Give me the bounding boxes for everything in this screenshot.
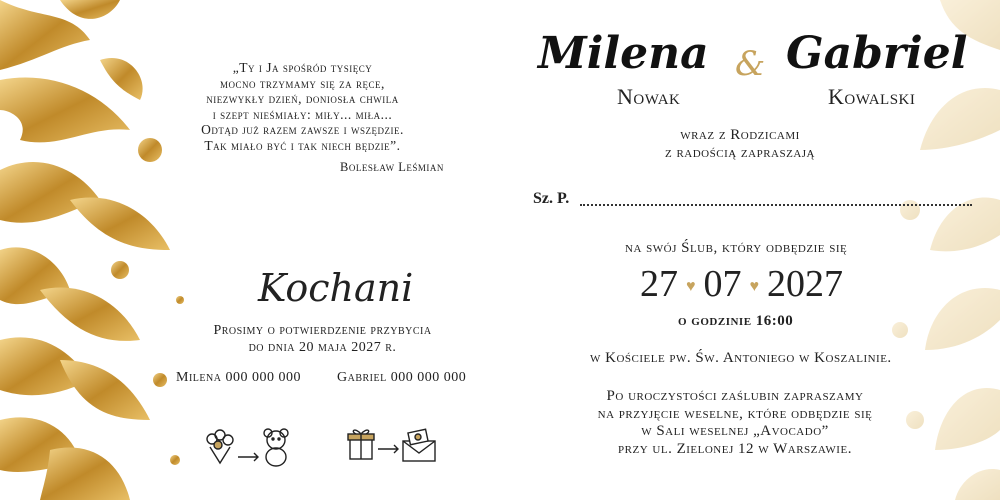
wedding-time: o godzinie 16:00 — [678, 313, 794, 329]
heart-icon: ♥ — [686, 278, 696, 296]
reception-line: przy ul. Zielonej 12 w Warszawie. — [618, 440, 852, 457]
poem-line: mocno trzymamy się za ręce, — [220, 75, 385, 91]
groom-first-name: Gabriel — [786, 28, 968, 79]
poem-line: i szept nieśmiały: miły... miła... — [212, 106, 393, 122]
rsvp-line: do dnia 20 maja 2027 r. — [248, 340, 397, 355]
reception-info — [585, 388, 885, 458]
poem — [170, 60, 435, 153]
with-parents-text — [640, 126, 840, 162]
with-parents-line: z radością zapraszają — [664, 145, 816, 161]
rsvp-line: Prosimy o potwierdzenie przybycia — [213, 323, 432, 338]
wedding-intro: na swój Ślub, który odbędzie się — [625, 240, 848, 256]
reception-line: Po uroczystości zaślubin zapraszamy — [606, 388, 864, 404]
money-envelope-icon — [403, 429, 435, 461]
date-day: 27 — [640, 263, 678, 305]
wedding-date — [640, 262, 843, 306]
poem-line: Odtąd już razem zawsze i wszędzie. — [201, 122, 404, 137]
ampersand: & — [735, 44, 766, 84]
poem-line: Tak miało być i tak niech będzie”. — [204, 137, 401, 153]
bride-last-name: Nowak — [617, 84, 681, 109]
teddy-bear-icon — [264, 429, 288, 466]
guest-name-line[interactable] — [580, 204, 972, 206]
arrow-icon — [378, 445, 398, 453]
bride-phone: Milena 000 000 000 — [176, 370, 301, 385]
reception-line: na przyjęcie weselne, które odbędzie się — [597, 405, 873, 422]
rsvp-request — [180, 322, 465, 356]
gift-preference-icons — [200, 425, 445, 470]
arrow-icon — [238, 453, 258, 461]
flowers-icon — [207, 430, 233, 463]
poem-line: „Ty i Ja spośród tysięcy — [232, 60, 373, 75]
heart-icon: ♥ — [749, 278, 759, 296]
rsvp-heading: Kochani — [258, 266, 414, 310]
groom-phone: Gabriel 000 000 000 — [337, 370, 467, 385]
guest-label: Sz. P. — [533, 190, 570, 207]
church-location: w Kościele pw. Św. Antoniego w Koszalinie. — [590, 350, 892, 366]
groom-last-name: Kowalski — [828, 84, 916, 109]
gift-icon — [348, 430, 374, 459]
with-parents-line: wraz z Rodzicami — [680, 127, 800, 143]
reception-line: w Sali weselnej „Avocado” — [641, 423, 829, 439]
date-year: 2027 — [767, 263, 843, 305]
bride-first-name: Milena — [538, 28, 709, 79]
date-month: 07 — [703, 263, 742, 305]
poem-author: Bolesław Leśmian — [340, 160, 444, 174]
poem-line: niezwykły dzień, doniosła chwila — [206, 91, 399, 106]
